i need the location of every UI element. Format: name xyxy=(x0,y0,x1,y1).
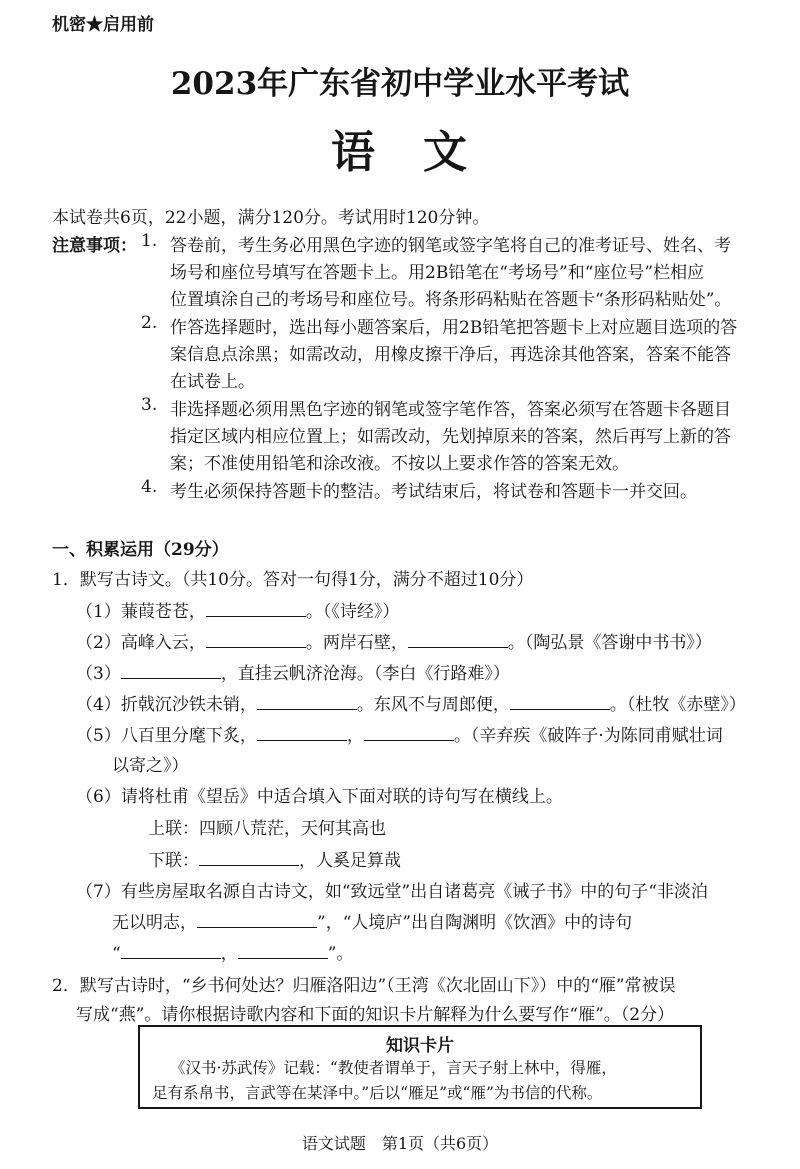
note-1-line-3: 位置填涂自己的考场号和座位号。将条形码粘贴在答题卡“条形码粘贴处”。 xyxy=(170,290,732,310)
couplet-text: ，人奚足算哉 xyxy=(299,851,401,871)
answer-blank[interactable] xyxy=(238,943,328,959)
answer-blank[interactable] xyxy=(199,850,299,866)
note-1-line-1: 答卷前，考生务必用黑色字迹的钢笔或签字笔将自己的准考证号、姓名、考 xyxy=(170,236,731,256)
question-1-part-6 xyxy=(76,782,563,807)
part-number: （6） xyxy=(76,787,121,807)
note-1-number: 1. xyxy=(141,231,158,251)
poem-text: 。（辛弃疾《破阵子·为陈同甫赋壮词 xyxy=(453,726,723,746)
note-3-line-2: 指定区域内相应位置上；如需改动，先划掉原来的答案，然后再写上新的答 xyxy=(170,427,731,447)
question-text: ”，“人境庐”出自陶渊明《饮酒》中的诗句 xyxy=(317,913,633,933)
knowledge-card-title: 知识卡片 xyxy=(386,1036,454,1056)
couplet-upper: 上联：四顾八荒茫，天何其高也 xyxy=(148,819,386,839)
question-text: ， xyxy=(220,944,238,964)
poem-text: 高峰入云， xyxy=(120,633,206,653)
question-text: 有些房屋取名源自古诗文，如“致远堂”出自诸葛亮《诫子书》中的句子“非淡泊 xyxy=(120,882,708,902)
exam-title: 2023年广东省初中学业水平考试 xyxy=(170,66,630,102)
knowledge-card-line-1: 《汉书·苏武传》记载：“教使者谓单于，言天子射上林中，得雁， xyxy=(170,1059,617,1077)
question-1-part-1 xyxy=(76,597,399,622)
poem-text: 。两岸石壁， xyxy=(305,633,408,653)
question-1-stem: 1．默写古诗文。（共10分。答对一句得1分，满分不超过10分） xyxy=(52,570,534,590)
question-1-part-5-continued: 以寄之》） xyxy=(112,756,189,776)
answer-blank[interactable] xyxy=(206,601,306,617)
answer-blank[interactable] xyxy=(510,694,610,710)
poem-text: ，直挂云帆济沧海。（李白《行路难》） xyxy=(220,664,510,684)
poem-text: 折戟沉沙铁未销， xyxy=(120,695,257,715)
part-number: （1） xyxy=(76,602,121,622)
question-1-part-3 xyxy=(76,659,510,684)
note-4-line-1: 考生必须保持答题卡的整洁。考试结束后，将试卷和答题卡一并交回。 xyxy=(170,482,697,502)
note-3-line-1: 非选择题必须用黑色字迹的钢笔或签字笔作答，答案必须写在答题卡各题目 xyxy=(170,400,731,420)
answer-blank[interactable] xyxy=(121,943,221,959)
poem-text: ， xyxy=(346,726,364,746)
note-4-number: 4. xyxy=(141,477,158,497)
poem-text: 。东风不与周郎便， xyxy=(356,695,510,715)
poem-text: 八百里分麾下炙， xyxy=(120,726,257,746)
question-text: 请将杜甫《望岳》中适合填入下面对联的诗句写在横线上。 xyxy=(120,787,563,807)
question-text: “ xyxy=(112,944,121,964)
part-number: （4） xyxy=(76,695,121,715)
couplet-label: 下联： xyxy=(148,851,199,871)
note-3-line-3: 案；不准使用铅笔和涂改液。不按以上要求作答的答案无效。 xyxy=(170,454,629,474)
question-text: ”。 xyxy=(327,944,354,964)
question-1-part-4 xyxy=(76,690,746,715)
note-2-line-3: 在试卷上。 xyxy=(170,372,255,392)
question-1-part-7-line-3 xyxy=(112,939,353,964)
question-1-part-7 xyxy=(76,877,708,902)
poem-text: 。（陶弘景《答谢中书书》） xyxy=(507,633,712,653)
answer-blank[interactable] xyxy=(206,632,306,648)
question-1-part-2 xyxy=(76,628,712,653)
answer-blank[interactable] xyxy=(197,912,317,928)
answer-blank[interactable] xyxy=(257,725,347,741)
note-1-line-2: 场号和座位号填写在答题卡上。用2B铅笔在“考场号”和“座位号”栏相应 xyxy=(170,263,705,283)
note-2-line-1: 作答选择题时，选出每小题答案后，用2B铅笔把答题卡上对应题目选项的答 xyxy=(170,318,738,338)
notes-label: 注意事项： xyxy=(52,236,137,256)
question-2-line-2: 写成“燕”。请你根据诗歌内容和下面的知识卡片解释为什么要写作“雁”。（2分） xyxy=(76,1005,675,1025)
note-2-number: 2. xyxy=(141,313,158,333)
knowledge-card-line-2: 足有系帛书，言武等在某泽中。”后以“雁足”或“雁”为书信的代称。 xyxy=(152,1084,603,1102)
question-2-line-1: 2．默写古诗时，“乡书何处达？归雁洛阳边”（王湾《次北固山下》）中的“雁”常被误 xyxy=(52,976,676,996)
answer-blank[interactable] xyxy=(121,663,221,679)
note-3-number: 3. xyxy=(141,395,158,415)
answer-blank[interactable] xyxy=(364,725,454,741)
answer-blank[interactable] xyxy=(408,632,508,648)
part-number: （7） xyxy=(76,882,121,902)
question-1-part-7-line-2 xyxy=(112,908,632,933)
answer-blank[interactable] xyxy=(257,694,357,710)
poem-text: 蒹葭苍苍， xyxy=(120,602,206,622)
couplet-lower xyxy=(148,846,401,871)
section-1-title: 一、积累运用（29分） xyxy=(52,540,229,560)
confidential-mark: 机密★启用前 xyxy=(52,15,154,35)
part-number: （2） xyxy=(76,633,121,653)
subject-title: 语 文 xyxy=(331,127,469,178)
exam-intro: 本试卷共6页，22小题，满分120分。考试用时120分钟。 xyxy=(52,208,490,228)
part-number: （3） xyxy=(76,664,121,684)
knowledge-card xyxy=(138,1025,702,1109)
question-1-part-5 xyxy=(76,721,723,746)
poem-text: 。（《诗经》） xyxy=(305,602,400,622)
page-footer: 语文试题 第1页（共6页） xyxy=(301,1134,499,1153)
question-text: 无以明志， xyxy=(112,913,197,933)
poem-text: 。（杜牧《赤壁》） xyxy=(609,695,746,715)
note-2-line-2: 案信息点涂黑；如需改动，用橡皮擦干净后，再选涂其他答案，答案不能答 xyxy=(170,345,731,365)
part-number: （5） xyxy=(76,726,121,746)
